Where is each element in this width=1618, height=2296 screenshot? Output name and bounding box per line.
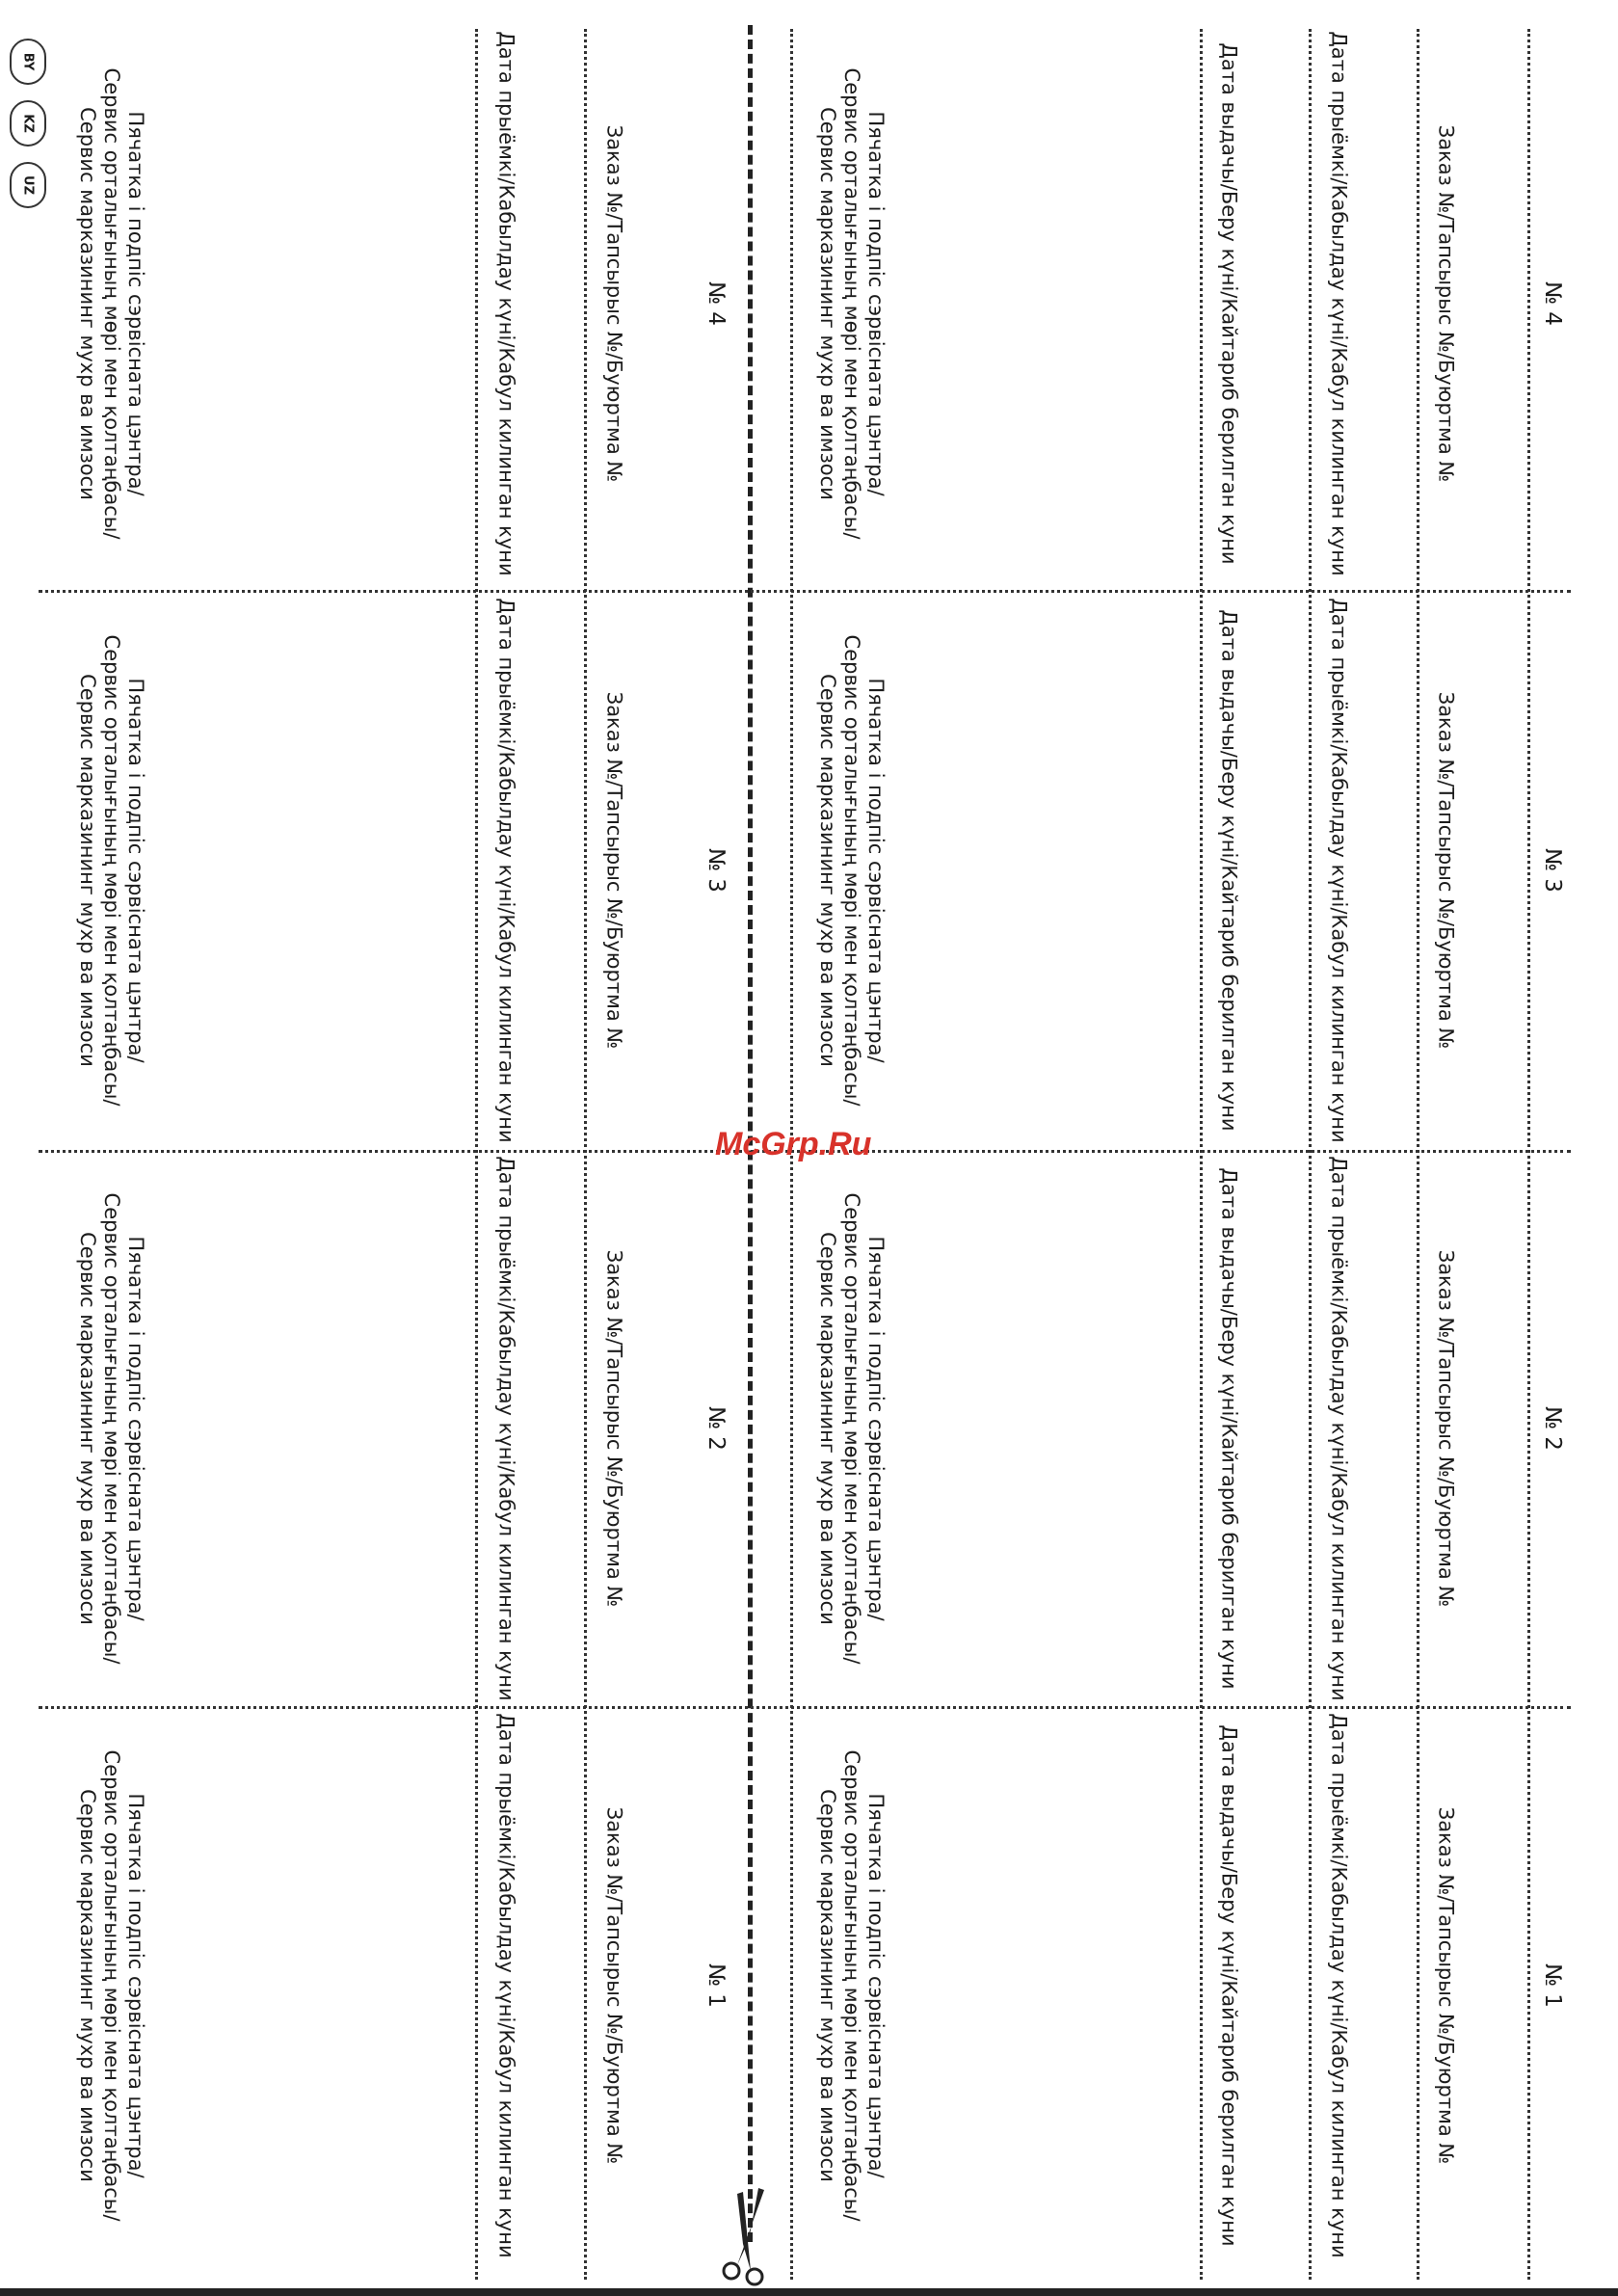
language-badge-uz: UZ bbox=[10, 162, 46, 208]
dotted-separator bbox=[584, 29, 587, 2280]
page-bottom-bar bbox=[0, 2288, 1618, 2296]
dotted-separator bbox=[475, 29, 478, 2280]
watermark: McGrp.Ru bbox=[715, 1126, 872, 1162]
language-badge-kz: KZ bbox=[10, 100, 46, 147]
warranty-coupons-page: BY KZ UZ Пячатка і подпіс сэрвісната цэнтра/ Сервис орталығының мөрі мен қолтаңбасы/ Сервис марказининг мухр ва имзоси Дата прыёмкі/Кабылдау күні/Кабул килинган куни Заказ №/Тапсырыс №/Буюртма № № 4 Пячатка і подпіс сэрвісната цэнтра/ Сервис орталығының мөрі мен қолтаңбасы/ Сервис марказининг мухр ва имзоси Дата выдачы/Беру күні/Кайтариб берилган куни Дата прыёмкі/Кабылдау күні/Кабул килинган куни Заказ №/Тапсырыс №/Буюртма № № 4 Пячатка і подпіс сэрвісната цэнтра/ Сервис орталығының мөрі мен қолтаңбасы/ Сервис марказининг мухр ва имзоси Дата прыёмкі/Кабылдау күні/Кабул килинган куни Заказ №/Тапсырыс №/Буюртма № № 3 Пячатка і подпіс сэрвісната цэнтра/ Сервис орталығының мөрі мен қолтаңбасы/ Сервис марказининг мухр ва имзоси Дата выдачы/Беру күні/Кайтариб берилган куни Дата прыёмкі/Кабылдау күні/Кабул килинган куни Заказ №/Тапсырыс №/Буюртма № № 3 Пячатка і подпіс сэрвісната цэнтра/ Сервис орталығының мөрі мен қолтаңбасы/ Сервис марказининг мухр ва имзоси Дата прыёмкі/Кабылдау күні/Кабул килинган куни Заказ №/Тапсырыс №/Буюртма № № 2 Пячатка і подпіс сэрвісната цэнтра/ Сервис орталығының мөрі мен қолтаңбасы/ Сервис марказининг мухр ва имзоси Дата выдачы/Беру күні/Кайтариб берилган куни Дата прыёмкі/Кабылдау күні/Кабул килинган куни Заказ №/Тапсырыс №/Буюртма № № 2 Пячатка і подпіс сэрвісната цэнтра/ Сервис орталығының мөрі мен қолтаңбасы/ Сервис марказининг мухр ва имзоси Дата прыёмкі/Кабылдау күні/Кабул килинган куни Заказ №/Тапсырыс №/Буюртма № № 1 Пячатка і подпіс сэрвісната цэнтра/ Сервис орталығының мөрі мен қолтаңбасы/ Сервис марказининг мухр ва имзоси Дата выдачы/Беру күні/Кайтариб берилган куни Дата прыёмкі/Кабылдау күні/Кабул килинган куни Заказ №/Тапсырыс №/Буюртма № № 1 McGrp.Ru bbox=[0, 0, 1618, 2296]
scissors-icon bbox=[714, 2182, 783, 2292]
horizontal-divider bbox=[39, 590, 1571, 593]
horizontal-divider bbox=[39, 1706, 1571, 1709]
dotted-separator bbox=[1527, 29, 1530, 2280]
dotted-separator bbox=[1417, 29, 1419, 2280]
language-badge-by: BY bbox=[10, 39, 46, 85]
dotted-separator bbox=[1200, 29, 1203, 2280]
dotted-separator bbox=[1309, 29, 1312, 2280]
